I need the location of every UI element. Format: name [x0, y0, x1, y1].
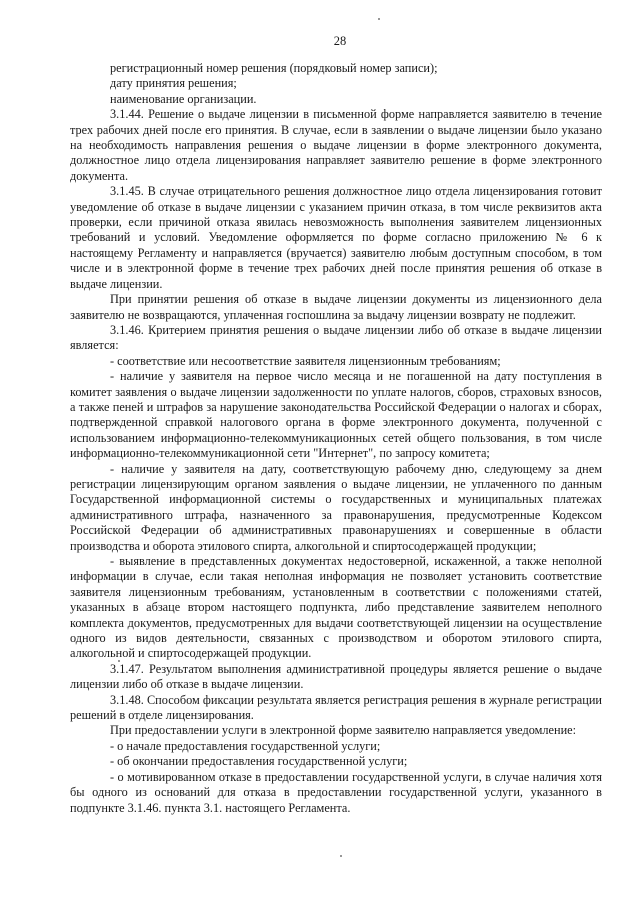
paragraph: дату принятия решения;	[110, 76, 237, 91]
paragraph: При предоставлении услуги в электронной форме заявителю направляется уведомление:	[110, 723, 577, 738]
paragraph: наименование организации.	[110, 91, 257, 106]
page-number: 28	[333, 34, 347, 48]
paragraph: 3.1.47. Результатом выполнения административной процедуры является решение о выдаче лицензии либо об отказе в выдаче лицензии.	[70, 661, 602, 692]
list-item: - о начале предоставления государственной услуги;	[110, 738, 381, 753]
list-item: - наличие у заявителя на первое число месяца и не погашенной на дату поступления в комитет заявления о выдаче лицензии задолженности по уплате налогов, сборов, страховых взносов, а также пеней и штрафов за нарушение законодательства Российской Федерации о налогах и сборах, подтвержденной справкой налогового органа в форме электронного документа, полученной с использованием информационно-телекоммуникационных сетей общего пользования, в том числе информационно-телекоммуникационной сети "Интернет", по запросу комитета;	[70, 369, 602, 461]
paragraph: 3.1.48. Способом фиксации результата является регистрация решения в журнале регистрации решений в отделе лицензирования.	[70, 692, 602, 723]
paragraph: 3.1.44. Решение о выдаче лицензии в письменной форме направляется заявителю в течение трех рабочих дней после его принятия. В случае, если в заявлении о выдаче лицензии было указано на необходимость направления решения о выдаче лицензии в форме электронного документа, должностное лицо отдела лицензирования направляет заявителю решение в форме электронного документа.	[70, 107, 602, 183]
scan-speck	[378, 18, 380, 20]
list-item: - выявление в представленных документах недостоверной, искаженной, а также неполной информации в случае, если такая неполная информация не позволяет установить соответствие заявителя лицензионным требованиям, установленным в соответствии с положениями статей, указанных в абзаце втором настоящего подпункта, либо представление заявителем неполного комплекта документов, предусмотренных для выдачи соответствующей лицензии на осуществление одного из видов деятельности, связанных с производством и оборотом этилового спирта, алкогольной и спиртосодержащей продукции.	[70, 554, 602, 661]
paragraph: При принятии решения об отказе в выдаче лицензии документы из лицензионного дела заявителю не возвращаются, уплаченная госпошлина за выдачу лицензии возврату не подлежит.	[70, 292, 602, 322]
list-item: - соответствие или несоответствие заявителя лицензионным требованиям;	[110, 353, 501, 368]
paragraph: 3.1.46. Критерием принятия решения о выдаче лицензии либо об отказе в выдаче лицензии является:	[70, 322, 602, 353]
scan-speck	[340, 855, 342, 857]
paragraph: 3.1.45. В случае отрицательного решения должностное лицо отдела лицензирования готовит уведомление об отказе в выдаче лицензии с указанием причин отказа, в том числе реквизитов акта проверки, если причиной отказа явилась невозможность выполнения заявителем лицензионных требований и условий. Уведомление оформляется по форме согласно приложению № 6 к настоящему Регламенту и направляется (вручается) заявителю любым доступным способом, в том числе и в электронной форме в течение трех рабочих дней после принятия решения об отказе в выдаче лицензии.	[70, 184, 602, 291]
list-item: - о мотивированном отказе в предоставлении государственной услуги, в случае наличия хотя бы одного из оснований для отказа в предоставлении государственной услуги, указанного в подпункте 3.1.46. пункта 3.1. настоящего Регламента.	[70, 769, 602, 815]
list-item: - наличие у заявителя на дату, соответствующую рабочему дню, следующему за днем регистрации лицензирующим органом заявления о выдаче лицензии, не уплаченного по данным Государственной информационной системы о государственных и муниципальных платежах административного штрафа, назначенного за правонарушения, предусмотренные Кодексом Российской Федерации об административных правонарушениях и совершенные в области производства и оборота этилового спирта, алкогольной и спиртосодержащей продукции;	[70, 461, 602, 553]
scan-speck	[118, 660, 120, 662]
list-item: - об окончании предоставления государственной услуги;	[110, 754, 408, 769]
paragraph: регистрационный номер решения (порядковый номер записи);	[110, 61, 438, 75]
